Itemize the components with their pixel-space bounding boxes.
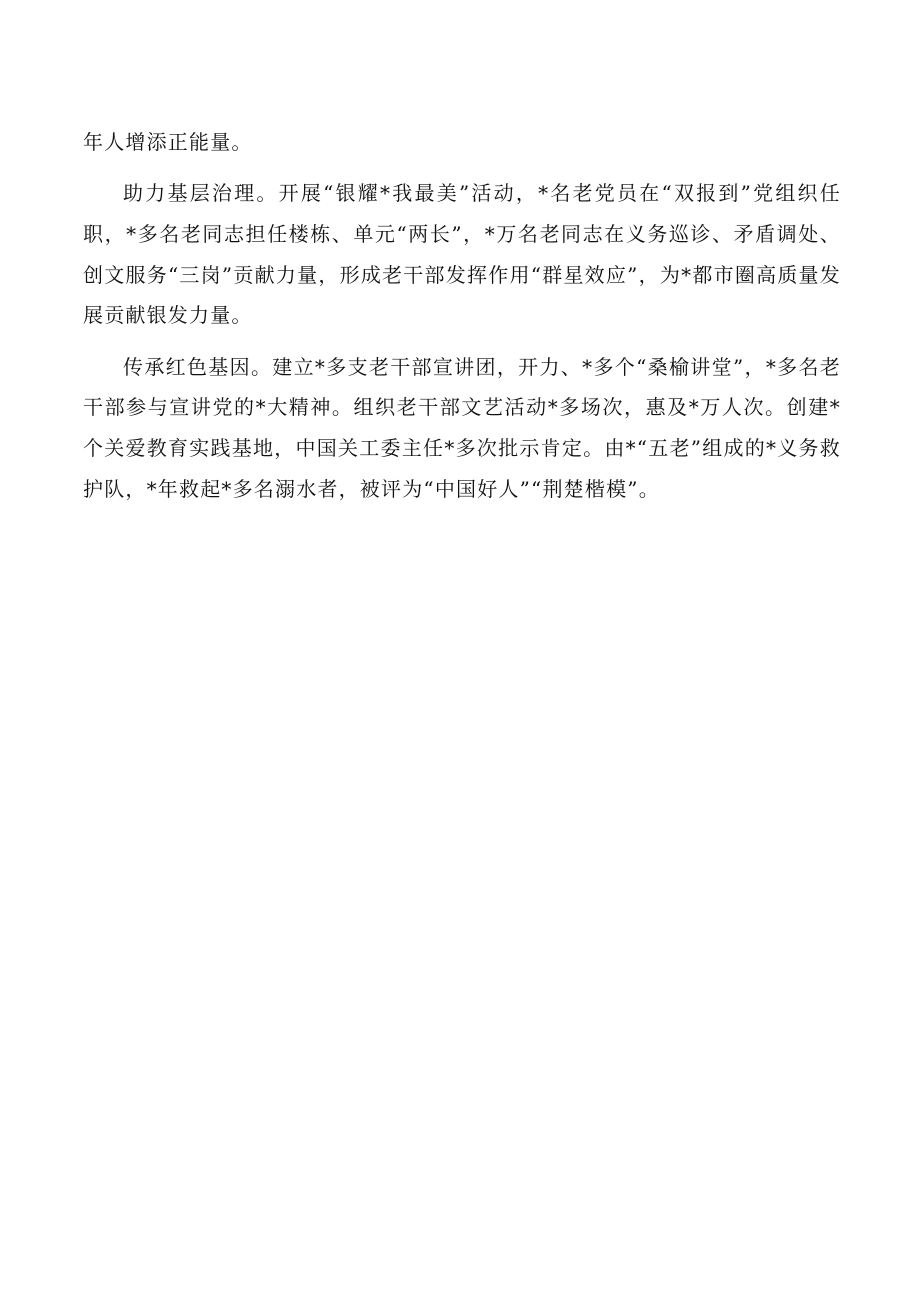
paragraph-continuation: 年人增添正能量。 <box>83 130 253 154</box>
paragraph-grassroots-governance: 助力基层治理。开展“银耀*我最美”活动，*名老党员在“双报到”党组织任职，*多名老同志担任楼栋、单元“两长”，*万名老同志在义务巡诊、矛盾调处、创文服务“三岗”贡献力量，形成老干部发挥作用“群星效应”，为*都市圈高质量发展贡献银发力量。 <box>83 181 841 328</box>
document-body <box>83 122 841 509</box>
paragraph-red-gene: 传承红色基因。建立*多支老干部宣讲团，开力、*多个“桑榆讲堂”，*多名老干部参与宣讲党的*大精神。组织老干部文艺活动*多场次，惠及*万人次。创建*个关爱教育实践基地，中国关工委主任*多次批示肯定。由*“五老”组成的*义务救护队，*年救起*多名溺水者，被评为“中国好人”“荆楚楷模”。 <box>83 354 841 501</box>
